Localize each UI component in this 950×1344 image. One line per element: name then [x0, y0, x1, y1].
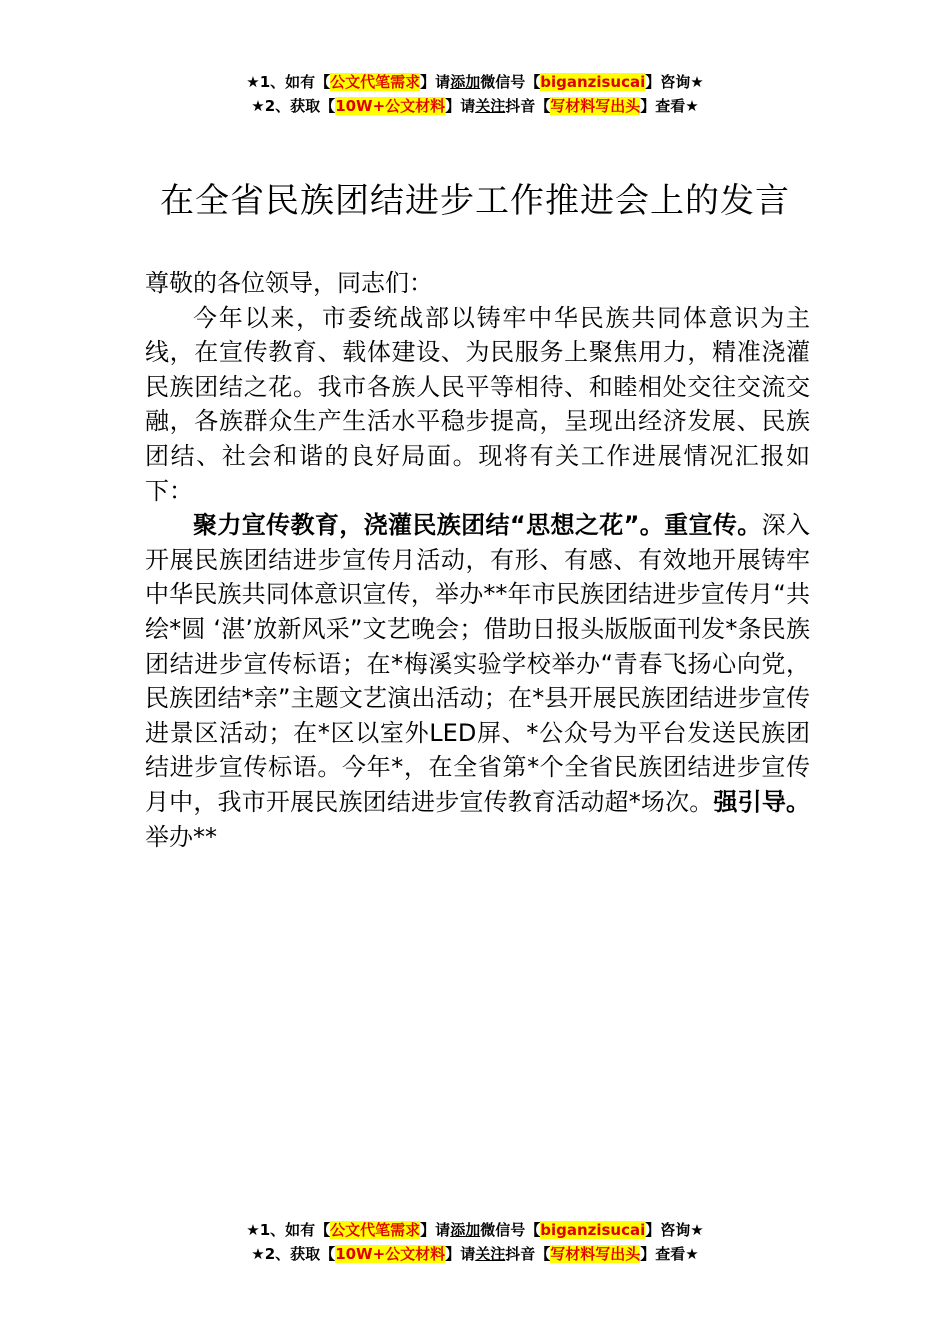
banner-text: 微信号【: [480, 73, 541, 91]
section-body: 深入开展民族团结进步宣传月活动，有形、有感、有效地开展铸牢中华民族共同体意识宣传，举办**年市民族团结进步宣传月“共绘*圆 ‘湛’放新风采”文艺晚会；借助日报头版版面刊发*条民族团结进步宣传标语；在*梅溪实验学校举办“青春飞扬心向党，民族团结*亲”主题文艺演出活动；在*县开展民族团结进步宣传进景区活动；在*区以室外LED屏、*公众号为平台发送民族团结进步宣传标语。今年*，在全省第*个全省民族团结进步宣传月中，我市开展民族团结进步宣传教育活动超*场次。: [145, 511, 811, 816]
banner-highlight: 10W+公文材料: [335, 97, 446, 115]
subsection-heading: 强引导。: [713, 787, 811, 816]
banner-text: 】咨询★: [645, 1221, 704, 1239]
paragraph-intro: 今年以来，市委统战部以铸牢中华民族共同体意识为主线，在宣传教育、载体建设、为民服务上聚焦用力，精准浇灌民族团结之花。我市各族人民平等相待、和睦相处交往交流交融，各族群众生产生活水平稳步提高，呈现出经济发展、民族团结、社会和谐的良好局面。现将有关工作进展情况汇报如下：: [145, 303, 810, 505]
document-body: [145, 266, 810, 854]
banner-text: 】请: [445, 97, 476, 115]
footer-line-1: [0, 1218, 950, 1242]
banner-text: 】查看★: [640, 1245, 699, 1263]
banner-text: ★1、如有【: [246, 1221, 331, 1239]
banner-text: ★2、获取【: [251, 1245, 336, 1263]
banner-highlight: 写材料写出头: [550, 97, 641, 115]
banner-text: 】请: [420, 1221, 451, 1239]
banner-text: ★1、如有【: [246, 73, 331, 91]
footer-banner: [0, 1218, 950, 1266]
banner-underline: 关注: [475, 97, 506, 115]
section-heading: 聚力宣传教育，浇灌民族团结“思想之花”。重宣传。: [193, 511, 762, 540]
banner-underline: 添加: [450, 73, 481, 91]
paragraph-propaganda: [145, 508, 810, 854]
banner-text: 抖音【: [505, 97, 551, 115]
banner-highlight: 10W+公文材料: [335, 1245, 446, 1263]
banner-underline: 关注: [475, 1245, 506, 1263]
banner-underline: 添加: [450, 1221, 481, 1239]
banner-highlight: 公文代笔需求: [330, 73, 421, 91]
banner-highlight: 写材料写出头: [550, 1245, 641, 1263]
banner-line-1: [0, 70, 950, 94]
header-banner: [0, 70, 950, 118]
banner-text: 微信号【: [480, 1221, 541, 1239]
banner-text: ★2、获取【: [251, 97, 336, 115]
banner-text: 】请: [420, 73, 451, 91]
banner-text: 】请: [445, 1245, 476, 1263]
banner-text: 】咨询★: [645, 73, 704, 91]
banner-highlight: 公文代笔需求: [330, 1221, 421, 1239]
salutation: 尊敬的各位领导，同志们：: [145, 269, 433, 297]
banner-highlight: biganzisucai: [540, 1221, 646, 1239]
banner-highlight: biganzisucai: [540, 73, 646, 91]
banner-text: 抖音【: [505, 1245, 551, 1263]
footer-line-2: [0, 1242, 950, 1266]
section-tail: 举办**: [145, 822, 217, 851]
document-title: 在全省民族团结进步工作推进会上的发言: [160, 181, 790, 221]
banner-line-2: [0, 94, 950, 118]
banner-text: 】查看★: [640, 97, 699, 115]
